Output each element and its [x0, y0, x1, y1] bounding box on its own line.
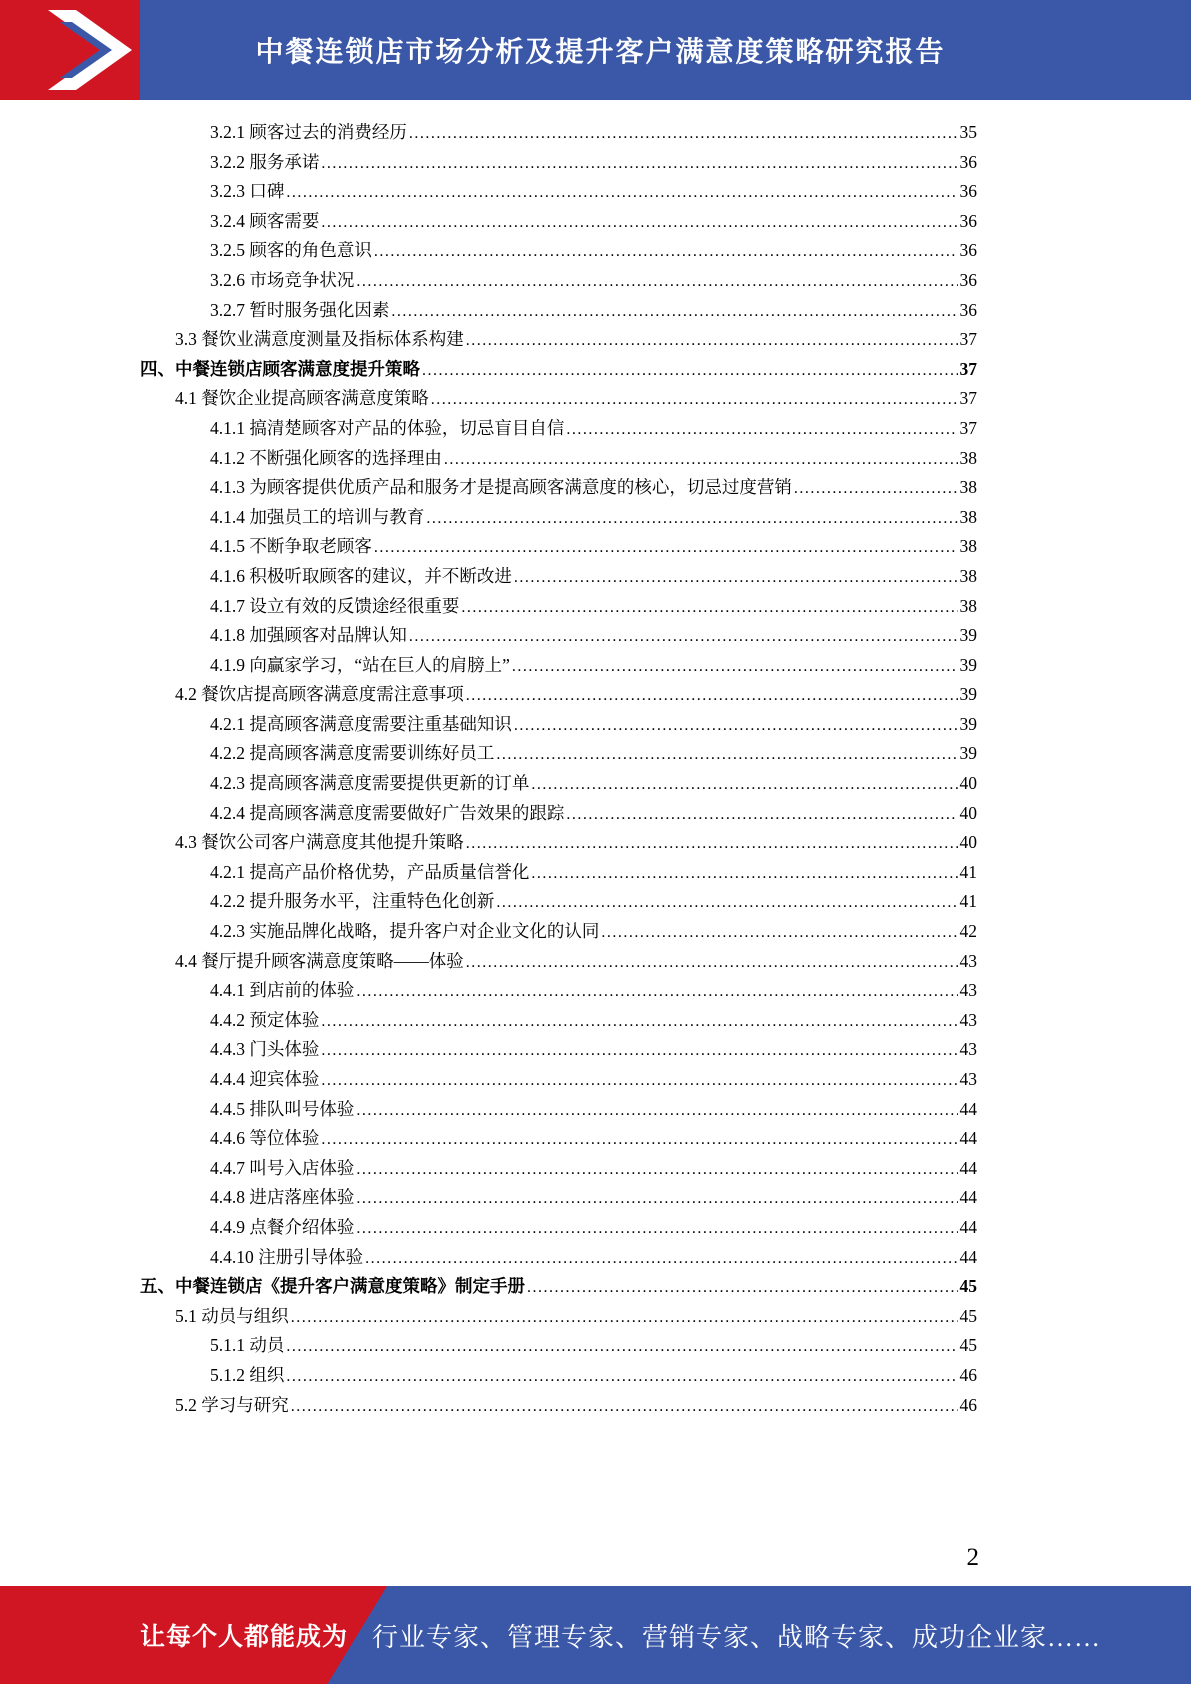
toc-entry-label: 4.4.10 注册引导体验 [210, 1246, 364, 1267]
toc-entry-page-number: 38 [959, 477, 977, 498]
toc-entry [140, 503, 977, 533]
toc-entry [140, 1361, 977, 1391]
toc-entry [140, 621, 977, 651]
toc-entry [140, 1213, 977, 1243]
toc-entry [140, 887, 977, 917]
toc-entry-label: 4.4.3 门头体验 [210, 1039, 320, 1060]
toc-entry-label: 5.1.2 组织 [210, 1364, 285, 1385]
toc-entry-label: 4.1.1 搞清楚顾客对产品的体验，切忌盲目自信 [210, 417, 565, 438]
toc-entry-page-number: 44 [959, 1157, 977, 1178]
toc-entry-label: 4.3 餐饮公司客户满意度其他提升策略 [175, 832, 464, 853]
toc-entry-page-number: 43 [959, 1069, 977, 1089]
toc-entry-page-number: 37 [959, 417, 977, 438]
toc-entry-page-number: 37 [959, 388, 977, 409]
toc-entry-label: 4.1.3 为顾客提供优质产品和服务才是提高顾客满意度的核心，切忌过度营销 [210, 477, 792, 498]
toc-entry [140, 1331, 977, 1361]
toc-entry-page-number: 39 [959, 713, 977, 734]
toc-entry-page-number: 43 [959, 1039, 977, 1060]
toc-entry-label: 4.2.1 提高产品价格优势，产品质量信誉化 [210, 861, 530, 882]
toc-entry-label: 4.4.9 点餐介绍体验 [210, 1216, 355, 1237]
toc-entry-page-number: 36 [959, 240, 977, 261]
toc-entry-page-number: 37 [959, 329, 977, 350]
toc-entry-page-number: 40 [959, 802, 977, 823]
toc-entry-label: 4.4.8 进店落座体验 [210, 1187, 355, 1208]
toc-entry-label: 3.2.1 顾客过去的消费经历 [210, 122, 407, 142]
toc-entry [140, 1006, 977, 1036]
toc-dot-leader [431, 384, 958, 415]
toc-entry [140, 177, 977, 207]
toc-entry-label: 4.2.3 提高顾客满意度需要提供更新的订单 [210, 773, 530, 794]
toc-entry [140, 710, 977, 740]
toc-dot-leader [365, 1243, 957, 1274]
page-number: 2 [966, 1544, 979, 1571]
footer-slogan-left: 让每个人都能成为 [140, 1624, 349, 1651]
toc-entry-page-number: 44 [959, 1246, 977, 1267]
toc-entry-label: 4.1.5 不断争取老顾客 [210, 536, 372, 557]
toc-entry-label: 4.2.2 提高顾客满意度需要训练好员工 [210, 743, 495, 764]
toc-entry-page-number: 35 [959, 122, 977, 142]
toc-dot-leader [422, 355, 958, 386]
toc-entry-label: 4.1.8 加强顾客对品牌认知 [210, 625, 407, 646]
header-banner [0, 0, 1191, 100]
toc-entry-page-number: 44 [959, 1128, 977, 1149]
toc-entry-label: 4.4 餐厅提升顾客满意度策略——体验 [175, 950, 464, 971]
toc-entry [140, 1035, 977, 1065]
toc-entry-page-number: 38 [959, 595, 977, 616]
toc-dot-leader [286, 1331, 957, 1362]
toc-dot-leader [321, 1006, 957, 1037]
toc-entry [140, 296, 977, 326]
toc-dot-leader [514, 710, 958, 741]
toc-dot-leader [356, 1095, 957, 1126]
toc-dot-leader [496, 887, 957, 918]
toc-entry-page-number: 45 [959, 1305, 977, 1326]
toc-entry-page-number: 39 [959, 743, 977, 764]
toc-dot-leader [321, 1035, 957, 1066]
toc-entry-page-number: 36 [959, 210, 977, 231]
toc-entry [140, 651, 977, 681]
toc-dot-leader [566, 799, 957, 830]
toc-entry [140, 858, 977, 888]
toc-entry-label: 4.1 餐饮企业提高顾客满意度策略 [175, 388, 429, 409]
toc-dot-leader [466, 325, 958, 356]
toc-dot-leader [286, 177, 957, 208]
report-title: 中餐连锁店市场分析及提升客户满意度策略研究报告 [255, 36, 946, 67]
footer-banner [0, 1586, 1191, 1684]
toc-dot-leader [466, 828, 958, 859]
toc-entry [140, 592, 977, 622]
toc-entry-page-number: 42 [959, 921, 977, 942]
toc-entry-page-number: 38 [959, 565, 977, 586]
toc-entry-page-number: 36 [959, 181, 977, 202]
toc-entry [140, 266, 977, 296]
footer-slogan-right: 行业专家、管理专家、营销专家、战略专家、成功企业家…… [372, 1622, 1102, 1652]
toc-dot-leader [321, 207, 957, 238]
toc-entry-label: 5.2 学习与研究 [175, 1394, 289, 1415]
toc-entry-label: 4.2.3 实施品牌化战略，提升客户对企业文化的认同 [210, 921, 600, 942]
toc-entry-page-number: 39 [959, 654, 977, 675]
toc-entry [140, 799, 977, 829]
toc-dot-leader [321, 148, 957, 179]
toc-entry [140, 917, 977, 947]
toc-entry-label: 3.2.2 服务承诺 [210, 151, 320, 172]
toc-entry [140, 236, 977, 266]
toc-entry-page-number: 37 [959, 358, 977, 379]
toc-entry-label: 4.4.6 等位体验 [210, 1128, 320, 1149]
toc-dot-leader [286, 1361, 957, 1392]
toc-entry-label: 5.1.1 动员 [210, 1335, 285, 1356]
toc-dot-leader [496, 739, 957, 770]
toc-entry [140, 562, 977, 592]
chevron-right-icon [0, 0, 140, 100]
toc-entry [140, 769, 977, 799]
toc-entry [140, 355, 977, 385]
toc-entry-page-number: 44 [959, 1187, 977, 1208]
toc-entry-page-number: 41 [959, 861, 977, 882]
toc-entry [140, 680, 977, 710]
toc-entry-page-number: 41 [959, 891, 977, 912]
toc-dot-leader [466, 947, 958, 978]
toc-entry-label: 4.4.7 叫号入店体验 [210, 1157, 355, 1178]
toc-entry [140, 207, 977, 237]
toc-dot-leader [461, 592, 957, 623]
toc-entry [140, 325, 977, 355]
toc-entry-label: 3.3 餐饮业满意度测量及指标体系构建 [175, 329, 464, 350]
toc-entry [140, 532, 977, 562]
toc-entry-label: 4.1.6 积极听取顾客的建议，并不断改进 [210, 565, 512, 586]
toc-entry-page-number: 43 [959, 1009, 977, 1030]
toc-entry-page-number: 36 [959, 269, 977, 290]
toc-dot-leader [356, 1213, 957, 1244]
toc-entry-page-number: 39 [959, 625, 977, 646]
toc-entry [140, 148, 977, 178]
toc-entry-label: 4.1.4 加强员工的培训与教育 [210, 506, 425, 527]
toc-dot-leader [444, 444, 958, 475]
toc-entry-label: 4.1.2 不断强化顾客的选择理由 [210, 447, 442, 468]
toc-entry [140, 473, 977, 503]
toc-entry [140, 1065, 977, 1095]
toc-entry [140, 739, 977, 769]
toc-entry [140, 947, 977, 977]
toc-entry [140, 1272, 977, 1302]
toc-entry-page-number: 43 [959, 980, 977, 1001]
toc-entry-label: 4.4.1 到店前的体验 [210, 980, 355, 1001]
toc-entry-page-number: 38 [959, 447, 977, 468]
toc-entry-label: 5.1 动员与组织 [175, 1305, 289, 1326]
toc-dot-leader [356, 976, 957, 1007]
toc-dot-leader [409, 621, 958, 652]
toc-entry [140, 444, 977, 474]
toc-entry-page-number: 44 [959, 1216, 977, 1237]
toc-dot-leader [601, 917, 957, 948]
toc-dot-leader [291, 1302, 958, 1333]
toc-entry-label: 4.1.7 设立有效的反馈途经很重要 [210, 595, 460, 616]
toc-entry [140, 828, 977, 858]
toc-dot-leader [356, 1183, 957, 1214]
toc-entry [140, 384, 977, 414]
toc-entry [140, 1243, 977, 1273]
toc-entry-label: 3.2.5 顾客的角色意识 [210, 240, 372, 261]
toc-entry-label: 4.4.4 迎宾体验 [210, 1069, 320, 1089]
toc-dot-leader [409, 118, 958, 149]
toc-entry-page-number: 36 [959, 299, 977, 320]
toc-dot-leader [291, 1391, 958, 1422]
toc-entry [140, 414, 977, 444]
toc-dot-leader [794, 473, 958, 504]
toc-dot-leader [374, 532, 958, 563]
toc-dot-leader [512, 651, 958, 682]
toc-entry [140, 1095, 977, 1125]
toc-entry [140, 118, 977, 148]
toc-entry-page-number: 45 [959, 1335, 977, 1356]
toc-dot-leader [374, 236, 958, 267]
toc-entry-page-number: 46 [959, 1394, 977, 1415]
toc-dot-leader [321, 1124, 957, 1155]
toc-entry-label: 4.1.9 向赢家学习，“站在巨人的肩膀上” [210, 654, 510, 675]
toc-entry-label: 五、中餐连锁店《提升客户满意度策略》制定手册 [140, 1276, 525, 1297]
toc-dot-leader [514, 562, 958, 593]
toc-dot-leader [356, 266, 957, 297]
toc-entry-label: 3.2.3 口碑 [210, 181, 285, 202]
toc-entry-label: 3.2.4 顾客需要 [210, 210, 320, 231]
toc-entry-label: 4.2.4 提高顾客满意度需要做好广告效果的跟踪 [210, 802, 565, 823]
toc-entry-label: 3.2.6 市场竞争状况 [210, 269, 355, 290]
toc-dot-leader [391, 296, 957, 327]
toc-dot-leader [356, 1154, 957, 1185]
toc-entry-label: 四、中餐连锁店顾客满意度提升策略 [140, 358, 420, 379]
toc-dot-leader [566, 414, 957, 445]
toc-entry [140, 1183, 977, 1213]
toc-entry-page-number: 40 [959, 773, 977, 794]
toc-entry [140, 976, 977, 1006]
toc-dot-leader [527, 1272, 958, 1303]
toc-list [140, 118, 977, 1420]
toc-entry-label: 4.4.2 预定体验 [210, 1009, 320, 1030]
toc-entry [140, 1154, 977, 1184]
toc-entry [140, 1124, 977, 1154]
toc-entry-page-number: 46 [959, 1364, 977, 1385]
toc-entry-label: 4.2.2 提升服务水平，注重特色化创新 [210, 891, 495, 912]
toc-entry-page-number: 45 [959, 1276, 977, 1297]
toc-dot-leader [531, 769, 957, 800]
toc-entry-page-number: 39 [959, 684, 977, 705]
toc-dot-leader [321, 1065, 957, 1096]
toc-entry-page-number: 43 [959, 950, 977, 971]
toc-dot-leader [426, 503, 957, 534]
toc-entry-page-number: 44 [959, 1098, 977, 1119]
toc-entry [140, 1391, 977, 1421]
toc-entry-label: 4.4.5 排队叫号体验 [210, 1098, 355, 1119]
toc-entry-label: 4.2.1 提高顾客满意度需要注重基础知识 [210, 713, 512, 734]
toc-dot-leader [531, 858, 957, 889]
toc-entry-page-number: 38 [959, 506, 977, 527]
toc-entry-label: 3.2.7 暂时服务强化因素 [210, 299, 390, 320]
toc-entry [140, 1302, 977, 1332]
toc-dot-leader [466, 680, 958, 711]
toc-entry-page-number: 36 [959, 151, 977, 172]
toc-entry-page-number: 40 [959, 832, 977, 853]
toc-entry-label: 4.2 餐饮店提高顾客满意度需注意事项 [175, 684, 464, 705]
toc-entry-page-number: 38 [959, 536, 977, 557]
